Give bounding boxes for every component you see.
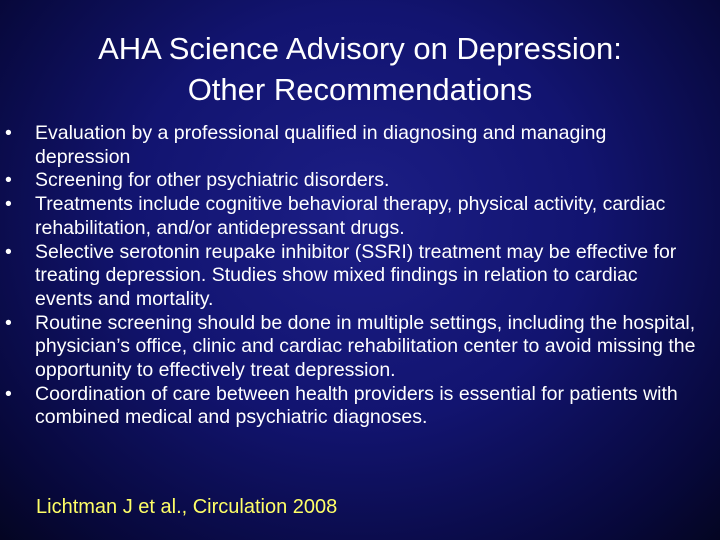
bullet-point-icon: • bbox=[5, 382, 12, 405]
bullet-text: Screening for other psychiatric disorders. bbox=[35, 169, 390, 192]
bullet-point-icon: • bbox=[5, 169, 12, 192]
bullet-text: Treatments include cognitive behavioral therapy, physical activity, cardiac rehabilitation, and/or antidepressant drugs. bbox=[35, 193, 666, 239]
bullet-text: Routine screening should be done in multiple settings, including the hospital, physician’s office, clinic and cardiac rehabilitation center to avoid missing the opportunity to effectively treat depression. bbox=[35, 311, 696, 382]
bullet-point-icon: • bbox=[5, 311, 12, 334]
slide-title bbox=[20, 28, 700, 110]
bullet-text: Evaluation by a professional qualified in diagnosing and managing depression bbox=[35, 122, 607, 168]
bullet-item-ssri bbox=[0, 241, 700, 312]
bullet-item-evaluation bbox=[0, 122, 700, 169]
bullet-item-routine-screening bbox=[0, 312, 700, 383]
bullet-point-icon: • bbox=[5, 240, 12, 263]
bullet-item-treatments bbox=[0, 193, 700, 240]
bullet-text: Selective serotonin reupake inhibitor (SSRI) treatment may be effective for treating depression. Studies show mixed findings in relation to cardiac events and mortality. bbox=[35, 240, 677, 310]
bullet-item-screening bbox=[0, 169, 700, 193]
bullet-point-icon: • bbox=[5, 193, 12, 216]
bullet-item-coordination bbox=[0, 383, 700, 430]
citation: Lichtman J et al., Circulation 2008 bbox=[36, 496, 338, 518]
bullet-point-icon: • bbox=[5, 122, 12, 144]
bullet-list bbox=[0, 122, 700, 430]
slide-title-line-1: AHA Science Advisory on Depression: bbox=[98, 31, 622, 66]
slide-title-line-2: Other Recommendations bbox=[187, 72, 533, 107]
bullet-text: Coordination of care between health providers is essential for patients with combined medical and psychiatric diagnoses. bbox=[35, 382, 678, 429]
